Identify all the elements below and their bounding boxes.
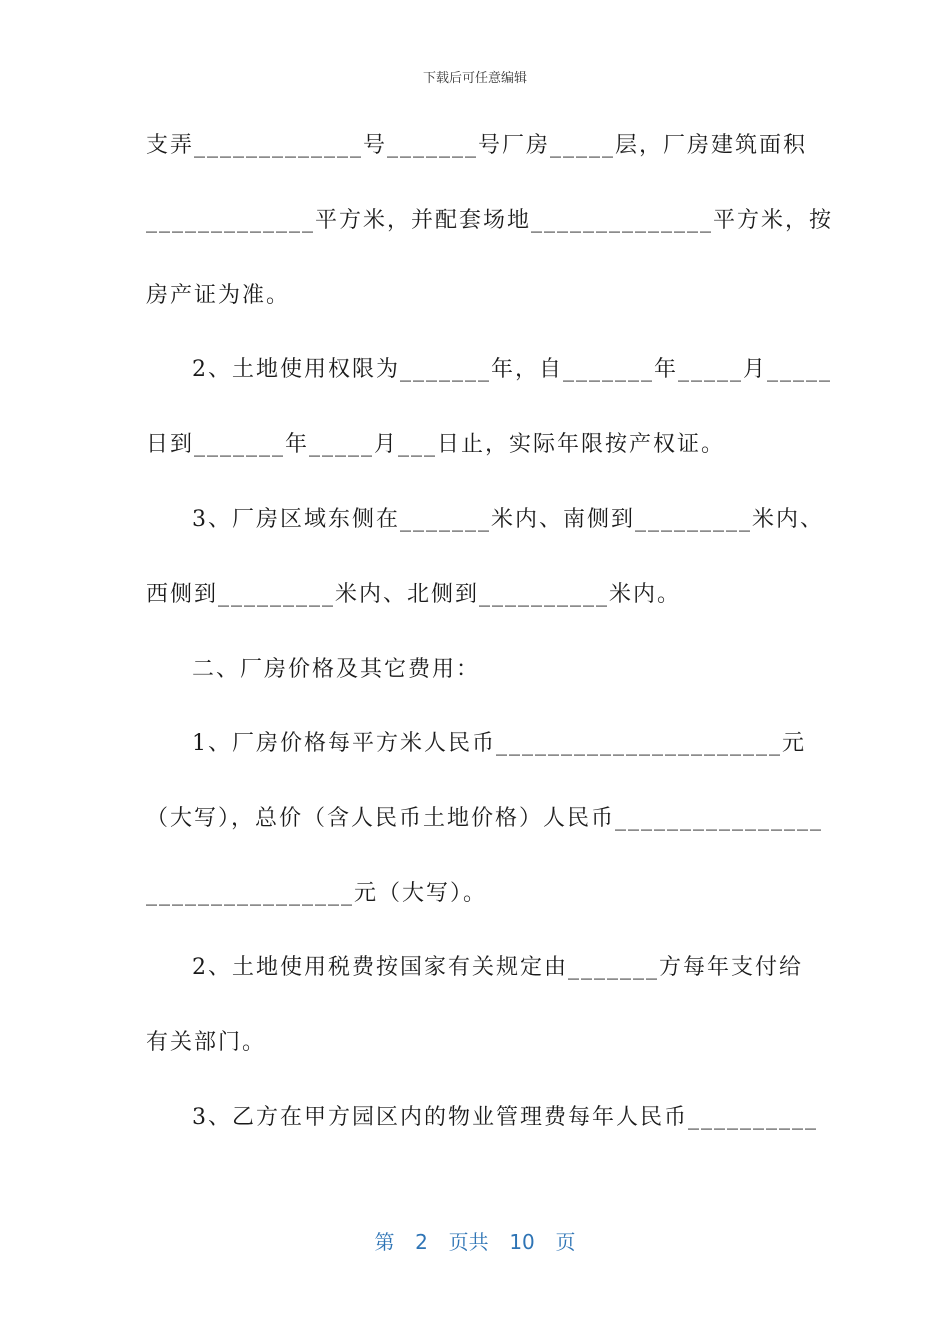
body-line: 支弄_____________号_______号厂房_____层，厂房建筑面积 [146,133,808,158]
body-line: 1、厂房价格每平方米人民币______________________元 [192,731,806,756]
body-line: 3、乙方在甲方园区内的物业管理费每年人民币__________ [192,1105,818,1130]
body-line: _____________平方米，并配套场地______________平方米，按 [146,208,834,233]
body-line: 房产证为准。 [146,283,291,308]
body-line: 日到_______年_____月___日止，实际年限按产权证。 [146,432,726,457]
page-number-footer: 第 2 页共 10 页 [374,1230,576,1254]
body-line: 西侧到_________米内、北侧到__________米内。 [146,582,682,607]
body-line: 3、厂房区域东侧在_______米内、南侧到_________米内、 [192,507,824,532]
section-heading: 二、厂房价格及其它费用： [192,657,481,682]
body-line: （大写），总价（含人民币土地价格）人民币________________ [146,806,824,831]
body-line: ________________元（大写）。 [146,881,488,906]
body-line: 2、土地使用权限为_______年，自_______年_____月_____ [192,357,832,382]
page-header-note: 下载后可任意编辑 [422,71,527,86]
body-line: 有关部门。 [146,1030,267,1055]
body-line: 2、土地使用税费按国家有关规定由_______方每年支付给 [192,955,803,980]
